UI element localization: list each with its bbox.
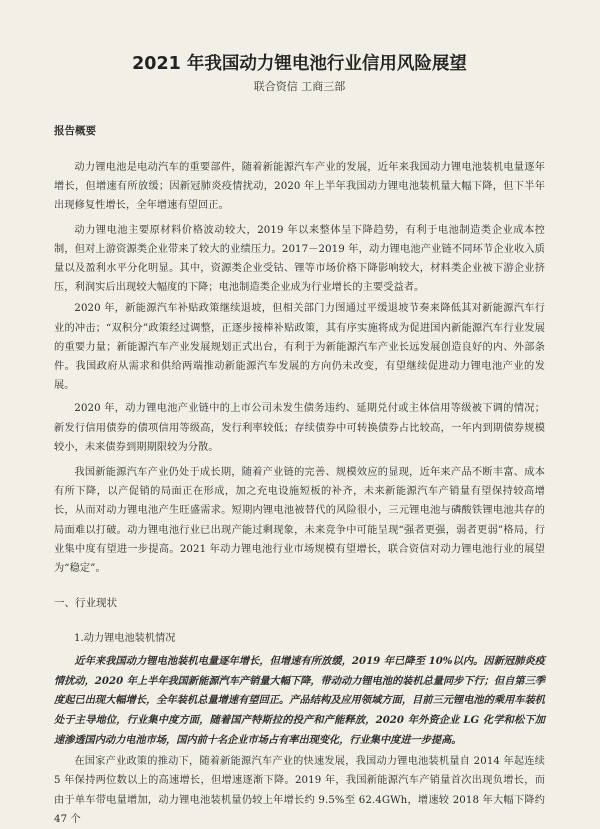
summary-paragraph-4: 2020 年，动力锂电池产业链中的上市公司未发生债务违约、延期兑付或主体信用等级被下调的情况；新发行信用债券的债项信用等级高，发行利率较低；存续债券中可转换债券占比较高，一年内到期债券规模较小，未来债券到期期限较为分散。 [54,403,545,453]
summary-paragraph-5: 我国新能源汽车产业仍处于成长期，随着产业链的完善、规模效应的显现，近年来产品不断丰富、成本有所下降，以产促销的局面正在形成，加之充电设施短板的补齐，未来新能源汽车产销量有望保持较高增长，从而对动力锂电池产生旺盛需求。短期内锂电池被替代的风险很小，三元锂电池与磷酸铁锂电池共存的局面难以打破。动力锂电池行业已出现产能过剩现象，未来竞争中可能呈现“强者更强，弱者更弱”格局，行业集中度有望进一步提高。2021 年动力锂电池行业市场规模有望增长，联合资信对动力锂电池行业的展望为“稳定”。 [54,467,545,575]
summary-paragraph-1: 动力锂电池是电动汽车的重要部件，随着新能源汽车产业的发展，近年来我国动力锂电池装机电量逐年增长，但增速有所放缓；因新冠肺炎疫情扰动，2020 年上半年我国动力锂电池装机量大幅下降，但下半年出现修复性增长，全年增速有望回正。 [54,162,545,212]
subsection-key-paragraph: 近年来我国动力锂电池装机电量逐年增长，但增速有所放缓，2019 年已降至 10%以内。因新冠肺炎疫情扰动，2020 年上半年我国新能源汽车产销量大幅下降，带动动力锂电池的装机总量同步下行；但自第三季度起已出现大幅增长，全年装机总量增速有望回正。产品结构及应用领域方面，目前三元锂电池的乘用车装机处于主导地位，行业集中度方面，随着国产特斯拉的投产和产能释放，2020 年外资企业 LG 化学和松下加速渗透国内动力电池市场，国内前十名企业市场占有率出现变化，行业集中度进一步提高。 [54,655,545,746]
section-heading-industry-status: 一、行业现状 [54,597,117,610]
summary-paragraph-2: 动力锂电池主要原材料价格波动较大，2019 年以来整体呈下降趋势，有利于电池制造类企业成本控制，但对上游资源类企业带来了较大的业绩压力。2017－2019 年，动力锂电池产业链不同环节企业收入质量以及盈利水平分化明显。其中，资源类企业受钴、锂等市场价格下降影响较大，材料类企业被下游企业挤压，利润实后出现较大幅度的下降；电池制造类企业成为行业增长的主要受益者。 [54,224,545,294]
document-authors: 联合资信 工商三部 [253,80,346,93]
document-title: 2021 年我国动力锂电池行业信用风险展望 [132,54,467,74]
summary-paragraph-3: 2020 年，新能源汽车补贴政策继续退坡，但相关部门力图通过平缓退坡节奏来降低其对新能源汽车行业的冲击；“双积分”政策经过调整，正逐步接棒补贴政策，其有序实施将成为促进国内新能源汽车行业发展的重要力量；新能源汽车产业发展规划正式出台，有利于为新能源汽车产业长远发展创造良好的内、外部条件。我国政府从需求和供给两端推动新能源汽车发展的方向仍未改变，有望继续促进动力锂电池产业的发展。 [54,303,545,392]
subsection-body-paragraph: 在国家产业政策的推动下，随着新能源汽车产业的快速发展，我国动力锂电池装机量自 2014 年起连续 5 年保持两位数以上的高速增长，但增速逐渐下降。2019 年，我国新能源汽车产销量首次出现负增长，而由于单车带电量增加，动力锂电池装机量仍较上年增长约 9.5%至 62.4GWh，增速较 2018 年大幅下降约 47 个 [54,756,545,825]
subsection-heading-battery-installation: 1.动力锂电池装机情况 [74,633,176,645]
summary-heading: 报告概要 [54,125,96,137]
